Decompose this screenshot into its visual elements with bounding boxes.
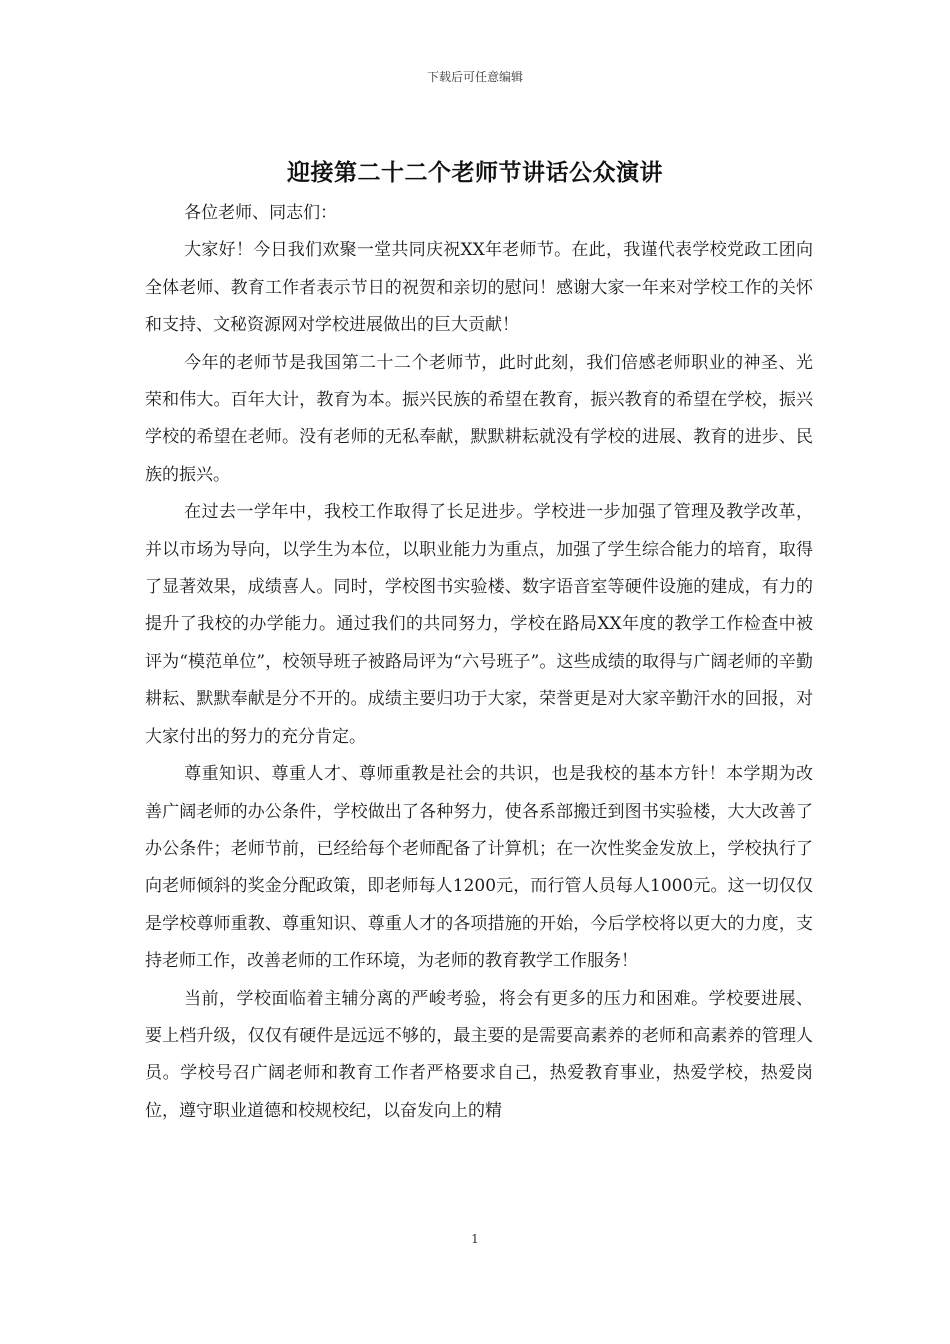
salutation-paragraph: 各位老师、同志们： [184,203,338,223]
body-paragraph: 尊重知识、尊重人才、尊师重教是社会的共识，也是我校的基本方针！本学期为改善广阔老师的办公条件，学校做出了各种努力，使各系部搬迁到图书实验楼，大大改善了办公条件；老师节前，已经给每个老师配备了计算机；在一次性奖金发放上，学校执行了向老师倾斜的奖金分配政策，即老师每人1200元，而行管人员每人1000元。这一切仅仅是学校尊师重教、尊重知识、尊重人才的各项措施的开始，今后学校将以更大的力度，支持老师工作，改善老师的工作环境，为老师的教育教学工作服务！ [145,764,813,972]
document-body [145,195,813,1130]
document-title: 迎接第二十二个老师节讲话公众演讲 [287,159,663,186]
body-paragraph: 大家好！今日我们欢聚一堂共同庆祝XX年老师节。在此，我谨代表学校党政工团向全体老师、教育工作者表示节日的祝贺和亲切的慰问！感谢大家一年来对学校工作的关怀和支持、文秘资源网对学校进展做出的巨大贡献！ [145,240,813,336]
body-paragraph: 今年的老师节是我国第二十二个老师节，此时此刻，我们倍感老师职业的神圣、光荣和伟大。百年大计，教育为本。振兴民族的希望在教育，振兴教育的希望在学校，振兴学校的希望在老师。没有老师的无私奉献，默默耕耘就没有学校的进展、教育的进步、民族的振兴。 [145,352,813,485]
page-number: 1 [471,1232,479,1246]
header-note: 下载后可任意编辑 [426,70,523,84]
body-paragraph: 在过去一学年中，我校工作取得了长足进步。学校进一步加强了管理及教学改革，并以市场为导向，以学生为本位，以职业能力为重点，加强了学生综合能力的培育，取得了显著效果，成绩喜人。同时，学校图书实验楼、数字语音室等硬件设施的建成，有力的提升了我校的办学能力。通过我们的共同努力，学校在路局XX年度的教学工作检查中被评为“模范单位”，校领导班子被路局评为“六号班子”。这些成绩的取得与广阔老师的辛勤耕耘、默默奉献是分不开的。成绩主要归功于大家，荣誉更是对大家辛勤汗水的回报，对大家付出的努力的充分肯定。 [145,502,813,747]
body-paragraph: 当前，学校面临着主辅分离的严峻考验，将会有更多的压力和困难。学校要进展、要上档升级，仅仅有硬件是远远不够的，最主要的是需要高素养的老师和高素养的管理人员。学校号召广阔老师和教育工作者严格要求自己，热爱教育事业，热爱学校，热爱岗位，遵守职业道德和校规校纪，以奋发向上的精 [145,988,813,1121]
